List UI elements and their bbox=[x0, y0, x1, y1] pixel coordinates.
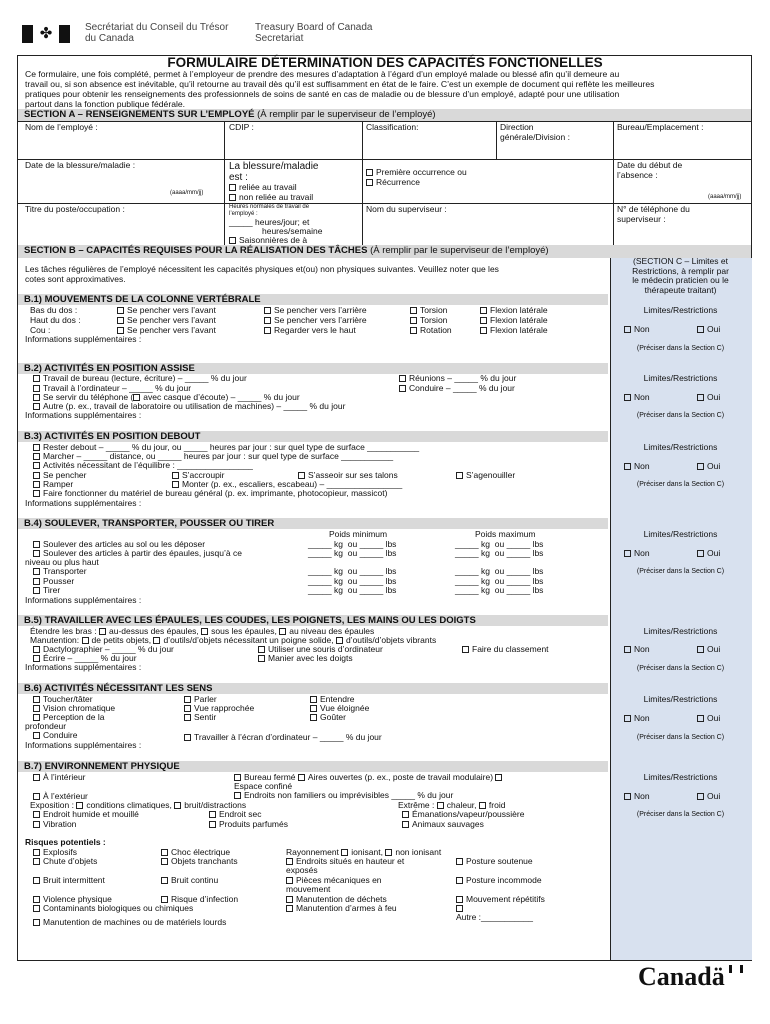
b7-unfamiliar-checkbox[interactable]: Endroits non familiers ou imprévisibles _____ % du jour bbox=[234, 791, 453, 801]
b2-computer-checkbox[interactable]: Travail à l’ordinateur – _____ % du jour bbox=[33, 384, 191, 394]
risk-sustained-posture-checkbox[interactable]: Posture soutenue bbox=[456, 857, 533, 867]
hours-per-day-field[interactable]: _____ heures/jour; et bbox=[229, 217, 310, 227]
non-work-related-checkbox[interactable]: non reliée au travail bbox=[229, 193, 313, 203]
b2-meetings-checkbox[interactable]: Réunions – _____ % du jour bbox=[399, 374, 516, 384]
supervisor-name-label: Nom du superviseur : bbox=[366, 204, 447, 214]
b7-animals-checkbox[interactable]: Animaux sauvages bbox=[402, 820, 484, 830]
b2-office-checkbox[interactable]: Travail de bureau (lecture, écriture) – _____ % du jour bbox=[33, 374, 247, 384]
b6-taste-checkbox[interactable]: Goûter bbox=[310, 713, 346, 723]
b3-squat-checkbox[interactable]: S’accroupir bbox=[172, 471, 225, 481]
b7-non-checkbox[interactable]: Non bbox=[624, 792, 650, 802]
b7-outdoor-checkbox[interactable]: À l’extérieur bbox=[33, 792, 88, 802]
risk-other-field[interactable]: Autre :___________ bbox=[456, 912, 534, 922]
b4-weight-field[interactable]: _____ kg ou _____ lbs bbox=[455, 566, 544, 576]
seasonal-checkbox[interactable]: Saisonnières de à bbox=[229, 236, 307, 246]
b4-precise-note: (Préciser dans la Section C) bbox=[636, 568, 725, 575]
b4-carry-checkbox[interactable]: Transporter bbox=[33, 567, 87, 577]
b1-checkbox[interactable]: Se pencher vers l’avant bbox=[117, 316, 216, 326]
b6-oui-checkbox[interactable]: Oui bbox=[697, 714, 720, 724]
b3-bending-checkbox[interactable]: Se pencher bbox=[33, 471, 86, 481]
risk-radiation-row[interactable]: Rayonnement ionisant, non ionisant bbox=[286, 847, 442, 857]
b2-non-checkbox[interactable]: Non bbox=[624, 393, 650, 403]
injury-heading: La blessure/maladie est : bbox=[229, 161, 319, 183]
b3-crawling-checkbox[interactable]: Ramper bbox=[33, 480, 73, 490]
risk-continuous-noise-checkbox[interactable]: Bruit continu bbox=[161, 876, 218, 886]
supervisor-phone-label: N° de téléphone du superviseur : bbox=[617, 204, 690, 224]
french-department-name: Secrétariat du Conseil du Trésor du Canada bbox=[85, 22, 229, 44]
b7-office-row[interactable]: Bureau fermé Aires ouvertes (p. ex., poste de travail modulaire) bbox=[234, 773, 505, 783]
b6-non-checkbox[interactable]: Non bbox=[624, 714, 650, 724]
b6-far-vision-checkbox[interactable]: Vue éloignée bbox=[310, 704, 369, 714]
wordmark-flag-icon bbox=[729, 965, 743, 973]
b2-limits-label: Limites/Restrictions bbox=[643, 373, 718, 383]
risk-electric-shock-checkbox[interactable]: Choc électrique bbox=[161, 848, 230, 858]
b6-speak-checkbox[interactable]: Parler bbox=[184, 695, 217, 705]
section-b-header: SECTION B – CAPACITÉS REQUISES POUR LA RÉALISATION DES TÂCHES (À remplir par le superviseur de l’employé) bbox=[18, 245, 751, 258]
section-a-header: SECTION A – RENSEIGNEMENTS SUR L’EMPLOYÉ (À remplir par le superviseur de l’employé) bbox=[18, 109, 751, 121]
b5-precise-note: (Préciser dans la Section C) bbox=[636, 665, 725, 672]
b6-precise-note: (Préciser dans la Section C) bbox=[636, 734, 725, 741]
risk-infection-checkbox[interactable]: Risque d’infection bbox=[161, 895, 238, 905]
section-b-intro: Les tâches régulières de l’employé nécessitent les capacités physiques et(ou) non physiques suivantes. Veuillez noter que les cotes sont approximatives. bbox=[25, 264, 499, 284]
b3-precise-note: (Préciser dans la Section C) bbox=[636, 481, 725, 488]
classification-label: Classification: bbox=[366, 122, 419, 132]
b1-oui-checkbox[interactable]: Oui bbox=[697, 325, 720, 335]
b4-weight-field[interactable]: _____ kg ou _____ lbs bbox=[308, 576, 397, 586]
risk-heavy-machinery-checkbox[interactable]: Manutention de machines ou de matériels lourds bbox=[33, 918, 226, 928]
b2-header: B.2) ACTIVITÉS EN POSITION ASSISE bbox=[18, 363, 608, 374]
section-c-column bbox=[610, 258, 752, 960]
b1-checkbox[interactable]: Flexion latérale bbox=[480, 306, 548, 316]
b5-header: B.5) TRAVAILLER AVEC LES ÉPAULES, LES COUDES, LES POIGNETS, LES MAINS OU LES DOIGTS bbox=[18, 615, 608, 626]
b7-header: B.7) ENVIRONNEMENT PHYSIQUE bbox=[18, 761, 608, 772]
b1-checkbox[interactable]: Se pencher vers l’arrière bbox=[264, 306, 367, 316]
b4-limits-label: Limites/Restrictions bbox=[643, 529, 718, 539]
b6-limits-label: Limites/Restrictions bbox=[643, 694, 718, 704]
b1-neck-label: Cou : bbox=[30, 325, 51, 335]
b7-indoor-checkbox[interactable]: À l’intérieur bbox=[33, 773, 86, 783]
form-intro: Ce formulaire, une fois complété, permet à l’employeur de prendre des mesures d’adaptation à l’égard d’un employé malade ou blessé afin qu’il demeure au travail ou, si son absence est inévitable, qu’il retourne au travail dès qu’il est suffisamment en état de le faire. C’est un exemple de document qui reflète les meilleures pratiques pour obtenir les renseignements des professionnels de soins de santé en cas de maladie ou de blessure d’un employé, adapté pour une utilisation partout dans la fonction publique fédérale. bbox=[25, 69, 655, 109]
risk-waste-checkbox[interactable]: Manutention de déchets bbox=[286, 895, 387, 905]
b3-non-checkbox[interactable]: Non bbox=[624, 462, 650, 472]
b6-depth-label: profondeur bbox=[25, 721, 67, 731]
b3-walking-checkbox[interactable]: Marcher – _____ distance, ou _____ heures par jour : sur quel type de surface ___________ bbox=[33, 452, 393, 462]
b1-checkbox[interactable]: Flexion latérale bbox=[480, 326, 548, 336]
employee-name-label: Nom de l’employé : bbox=[25, 122, 98, 132]
b2-other-checkbox[interactable]: Autre (p. ex., travail de laboratoire ou utilisation de machines) – _____ % du jour bbox=[33, 402, 345, 412]
job-title-label: Titre du poste/occupation : bbox=[25, 204, 125, 214]
b4-weight-field[interactable]: _____ kg ou _____ lbs bbox=[308, 566, 397, 576]
b2-extra-info: Informations supplémentaires : bbox=[25, 410, 142, 420]
b4-lift-floor-checkbox[interactable]: Soulever des articles au sol ou les déposer bbox=[33, 540, 205, 550]
b5-extra-info: Informations supplémentaires : bbox=[25, 662, 142, 672]
b7-oui-checkbox[interactable]: Oui bbox=[697, 792, 720, 802]
risk-repetitive-checkbox[interactable]: Mouvement répétitifs bbox=[456, 895, 545, 905]
b2-driving-checkbox[interactable]: Conduire – _____ % du jour bbox=[399, 384, 515, 394]
b4-non-checkbox[interactable]: Non bbox=[624, 549, 650, 559]
b7-perfume-checkbox[interactable]: Produits parfumés bbox=[209, 820, 288, 830]
b7-extreme-row[interactable]: Extrême : chaleur, froid bbox=[398, 800, 506, 810]
risk-intermittent-noise-checkbox[interactable]: Bruit intermittent bbox=[33, 876, 105, 886]
b3-office-equipment-checkbox[interactable]: Faire fonctionner du matériel de bureau général (p. ex. imprimante, photocopieur, massicot) bbox=[33, 489, 387, 499]
b4-extra-info: Informations supplémentaires : bbox=[25, 595, 142, 605]
b4-oui-checkbox[interactable]: Oui bbox=[697, 549, 720, 559]
risk-explosives-checkbox[interactable]: Explosifs bbox=[33, 848, 77, 858]
b5-writing-checkbox[interactable]: Écrire – _____ % du jour bbox=[33, 654, 137, 664]
risk-violence-checkbox[interactable]: Violence physique bbox=[33, 895, 112, 905]
b4-lift-shoulder-checkbox[interactable]: Soulever des articles à partir des épaules, jusqu’à ce bbox=[33, 549, 242, 559]
b7-exposure-row[interactable]: Exposition : conditions climatiques, bruit/distractions bbox=[30, 800, 247, 810]
b3-climb-checkbox[interactable]: Monter (p. ex., escaliers, escabeau) – ________________ bbox=[172, 480, 402, 490]
b2-oui-checkbox[interactable]: Oui bbox=[697, 393, 720, 403]
risk-heights-checkbox[interactable]: Endroits situés en hauteur et bbox=[286, 857, 404, 867]
b6-touch-checkbox[interactable]: Toucher/tâter bbox=[33, 695, 93, 705]
b2-precise-note: (Préciser dans la Section C) bbox=[636, 412, 725, 419]
b4-weight-field[interactable]: _____ kg ou _____ lbs bbox=[308, 539, 397, 549]
b1-checkbox[interactable]: Torsion bbox=[410, 306, 447, 316]
b7-humid-checkbox[interactable]: Endroit humide et mouillé bbox=[33, 810, 139, 820]
b5-arms-row[interactable]: Étendre les bras : au-dessus des épaules, sous les épaules, au niveau des épaules bbox=[30, 626, 375, 636]
b1-lower-back-label: Bas du dos : bbox=[30, 305, 78, 315]
first-occurrence-checkbox[interactable]: Première occurrence ou bbox=[366, 168, 467, 178]
section-c-heading: (SECTION C – Limites et Restrictions, à remplir par le médecin praticien ou le thérapeute traitant) bbox=[632, 256, 729, 295]
b3-extra-info: Informations supplémentaires : bbox=[25, 498, 142, 508]
b1-checkbox[interactable]: Flexion latérale bbox=[480, 316, 548, 326]
b5-non-checkbox[interactable]: Non bbox=[624, 645, 650, 655]
b6-depth-checkbox[interactable]: Perception de la bbox=[33, 713, 104, 723]
b1-checkbox[interactable]: Se pencher vers l’avant bbox=[117, 306, 216, 316]
canada-flag-icon: ✤ bbox=[22, 25, 70, 43]
risk-moving-parts-label: mouvement bbox=[286, 884, 331, 894]
b4-weight-field[interactable]: _____ kg ou _____ lbs bbox=[308, 585, 397, 595]
recurrence-checkbox[interactable]: Récurrence bbox=[366, 178, 420, 188]
risk-firearms-checkbox[interactable]: Manutention d’armes à feu bbox=[286, 904, 397, 914]
b6-extra-info: Informations supplémentaires : bbox=[25, 740, 142, 750]
b6-screen-checkbox[interactable]: Travailler à l’écran d’ordinateur – _____ % du jour bbox=[184, 733, 382, 743]
b5-mouse-checkbox[interactable]: Utiliser une souris d’ordinateur bbox=[258, 645, 383, 655]
injury-date-label: Date de la blessure/maladie : bbox=[25, 160, 136, 170]
b3-standing-checkbox[interactable]: Rester debout – _____ % du jour, ou _____ heures par jour : sur quel type de surface ___________ bbox=[33, 443, 419, 453]
b3-kneel-checkbox[interactable]: S’agenouiller bbox=[456, 471, 515, 481]
b5-limits-label: Limites/Restrictions bbox=[643, 626, 718, 636]
english-department-name: Treasury Board of Canada Secretariat bbox=[255, 22, 373, 44]
b1-checkbox[interactable]: Se pencher vers l’arrière bbox=[264, 316, 367, 326]
b6-color-vision-checkbox[interactable]: Vision chromatique bbox=[33, 704, 115, 714]
b1-checkbox[interactable]: Torsion bbox=[410, 316, 447, 326]
b7-dry-checkbox[interactable]: Endroit sec bbox=[209, 810, 262, 820]
risk-falling-objects-checkbox[interactable]: Chute d’objets bbox=[33, 857, 97, 867]
b4-min-label: Poids minimum bbox=[329, 529, 388, 539]
b1-upper-back-label: Haut du dos : bbox=[30, 315, 81, 325]
b1-header: B.1) MOUVEMENTS DE LA COLONNE VERTÉBRALE bbox=[18, 294, 608, 305]
b4-pull-checkbox[interactable]: Tirer bbox=[33, 586, 60, 596]
bureau-label: Bureau/Emplacement : bbox=[617, 122, 704, 132]
b4-weight-field[interactable]: _____ kg ou _____ lbs bbox=[308, 548, 397, 558]
b1-limits-label: Limites/Restrictions bbox=[643, 305, 718, 315]
b6-drive-checkbox[interactable]: Conduire bbox=[33, 731, 78, 741]
b4-weight-field[interactable]: _____ kg ou _____ lbs bbox=[455, 539, 544, 549]
b2-phone-checkbox[interactable]: Se servir du téléphone ( avec casque d’écoute) – _____ % du jour bbox=[33, 393, 300, 403]
b4-header: B.4) SOULEVER, TRANSPORTER, POUSSER OU TIRER bbox=[18, 518, 608, 529]
b6-hear-checkbox[interactable]: Entendre bbox=[310, 695, 355, 705]
b7-limits-label: Limites/Restrictions bbox=[643, 772, 718, 782]
risk-heights-label: exposés bbox=[286, 865, 318, 875]
b5-fingers-checkbox[interactable]: Manier avec les doigts bbox=[258, 654, 353, 664]
risk-awkward-posture-checkbox[interactable]: Posture incommode bbox=[456, 876, 542, 886]
b7-precise-note: (Préciser dans la Section C) bbox=[636, 811, 725, 818]
b7-confined-label: Espace confiné bbox=[234, 781, 293, 791]
absence-start-label: Date du début de l’absence : bbox=[617, 160, 683, 180]
b3-limits-label: Limites/Restrictions bbox=[643, 442, 718, 452]
b7-risks-title: Risques potentiels : bbox=[25, 837, 106, 847]
hours-per-week-label: heures/semaine bbox=[262, 226, 323, 236]
risk-sharp-objects-checkbox[interactable]: Objets tranchants bbox=[161, 857, 238, 867]
b1-checkbox[interactable]: Regarder vers le haut bbox=[264, 326, 356, 336]
b3-balance-checkbox[interactable]: Activités nécessitant de l’équilibre : ________________ bbox=[33, 461, 253, 471]
b3-header: B.3) ACTIVITÉS EN POSITION DEBOUT bbox=[18, 431, 608, 442]
b5-oui-checkbox[interactable]: Oui bbox=[697, 645, 720, 655]
canada-wordmark: Canadä bbox=[638, 962, 725, 992]
b3-oui-checkbox[interactable]: Oui bbox=[697, 462, 720, 472]
direction-label: Direction générale/Division : bbox=[500, 122, 570, 142]
government-header bbox=[22, 22, 752, 50]
b6-header: B.6) ACTIVITÉS NÉCESSITANT LES SENS bbox=[18, 683, 608, 694]
b1-checkbox[interactable]: Se pencher vers l’avant bbox=[117, 326, 216, 336]
b4-weight-field[interactable]: _____ kg ou _____ lbs bbox=[455, 548, 544, 558]
b1-extra-info: Informations supplémentaires : bbox=[25, 334, 142, 344]
b6-smell-checkbox[interactable]: Sentir bbox=[184, 713, 216, 723]
b4-push-checkbox[interactable]: Pousser bbox=[33, 577, 74, 587]
cdip-label: CDIP : bbox=[229, 122, 254, 132]
date-format-hint: (aaaa/mm/jj) bbox=[170, 190, 204, 196]
b1-checkbox[interactable]: Rotation bbox=[410, 326, 452, 336]
b4-weight-field[interactable]: _____ kg ou _____ lbs bbox=[455, 585, 544, 595]
absence-date-format-hint: (aaaa/mm/jj) bbox=[708, 194, 742, 200]
b1-precise-note: (Préciser dans la Section C) bbox=[636, 345, 725, 352]
b7-vibration-checkbox[interactable]: Vibration bbox=[33, 820, 76, 830]
b6-near-vision-checkbox[interactable]: Vue rapprochée bbox=[184, 704, 254, 714]
b3-heels-checkbox[interactable]: S’asseoir sur ses talons bbox=[298, 471, 398, 481]
form-title: FORMULAIRE DÉTERMINATION DES CAPACITÉS FONCTIONELLES bbox=[167, 55, 603, 70]
b5-typing-checkbox[interactable]: Dactylographier – _____ % du jour bbox=[33, 645, 174, 655]
b4-level-label: niveau ou plus haut bbox=[25, 557, 99, 567]
work-related-checkbox[interactable]: reliée au travail bbox=[229, 183, 297, 193]
normal-hours-label: Heures normales de travail de l’employé : bbox=[229, 204, 310, 217]
b1-non-checkbox[interactable]: Non bbox=[624, 325, 650, 335]
b7-emanations-checkbox[interactable]: Émanations/vapeur/poussière bbox=[402, 810, 524, 820]
b5-filing-checkbox[interactable]: Faire du classement bbox=[462, 645, 549, 655]
risk-contaminants-checkbox[interactable]: Contaminants biologiques ou chimiques bbox=[33, 904, 193, 914]
risk-moving-parts-checkbox[interactable]: Pièces mécaniques en bbox=[286, 876, 382, 886]
b4-weight-field[interactable]: _____ kg ou _____ lbs bbox=[455, 576, 544, 586]
b5-handling-row[interactable]: Manutention: de petits objets, d’outils/d’objets nécessitant un poigne solide, d’outils/d’objets vibrants bbox=[30, 635, 437, 645]
b4-max-label: Poids maximum bbox=[475, 529, 536, 539]
